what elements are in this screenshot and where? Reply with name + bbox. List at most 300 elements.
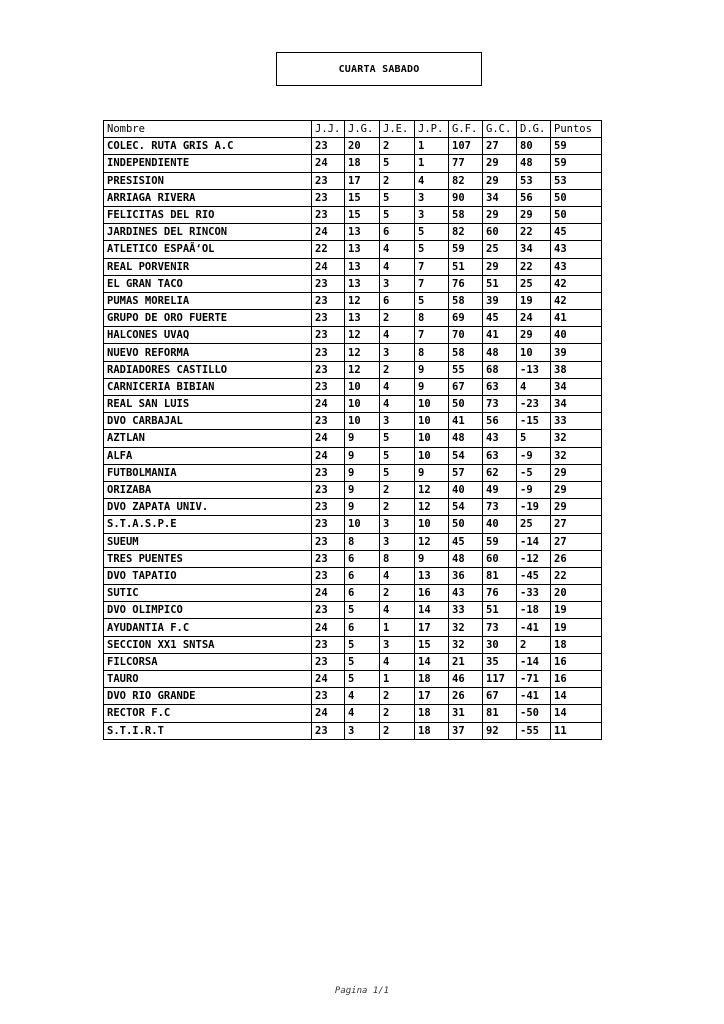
stat-cell: 107	[449, 138, 483, 155]
stat-cell: 29	[483, 155, 517, 172]
stat-cell: 34	[551, 396, 602, 413]
stat-cell: -18	[517, 602, 551, 619]
column-header: G.C.	[483, 121, 517, 138]
stat-cell: 19	[517, 292, 551, 309]
stat-cell: 48	[483, 344, 517, 361]
stat-cell: -9	[517, 481, 551, 498]
stat-cell: 49	[483, 481, 517, 498]
team-name-cell: EL GRAN TACO	[104, 275, 312, 292]
stat-cell: 8	[380, 550, 415, 567]
stat-cell: 15	[345, 206, 380, 223]
stat-cell: 5	[380, 430, 415, 447]
stat-cell: 9	[415, 550, 449, 567]
team-name-cell: NUEVO REFORMA	[104, 344, 312, 361]
stat-cell: 16	[415, 585, 449, 602]
stat-cell: 4	[380, 327, 415, 344]
stat-cell: 117	[483, 671, 517, 688]
stat-cell: 29	[483, 172, 517, 189]
stat-cell: 40	[483, 516, 517, 533]
stat-cell: 4	[380, 258, 415, 275]
team-name-cell: TAURO	[104, 671, 312, 688]
stat-cell: 39	[483, 292, 517, 309]
stat-cell: 5	[415, 292, 449, 309]
stat-cell: 9	[345, 499, 380, 516]
stat-cell: 5	[345, 602, 380, 619]
stat-cell: 24	[312, 619, 345, 636]
stat-cell: 63	[483, 378, 517, 395]
table-row	[104, 396, 602, 413]
stat-cell: -9	[517, 447, 551, 464]
stat-cell: 43	[483, 430, 517, 447]
team-name-cell: SUEUM	[104, 533, 312, 550]
stat-cell: 23	[312, 550, 345, 567]
team-name-cell: DVO OLIMPICO	[104, 602, 312, 619]
stat-cell: 23	[312, 722, 345, 739]
table-header-row	[104, 121, 602, 138]
stat-cell: 73	[483, 396, 517, 413]
stat-cell: 19	[551, 602, 602, 619]
team-name-cell: AZTLAN	[104, 430, 312, 447]
stat-cell: 24	[517, 310, 551, 327]
stat-cell: 23	[312, 481, 345, 498]
page-footer: Pagina 1/1	[334, 986, 390, 996]
stat-cell: 32	[551, 430, 602, 447]
stat-cell: 2	[380, 361, 415, 378]
stat-cell: 12	[415, 499, 449, 516]
stat-cell: 24	[312, 447, 345, 464]
stat-cell: 23	[312, 206, 345, 223]
stat-cell: 73	[483, 499, 517, 516]
stat-cell: 58	[449, 206, 483, 223]
stat-cell: 23	[312, 413, 345, 430]
stat-cell: 37	[449, 722, 483, 739]
team-name-cell: DVO CARBAJAL	[104, 413, 312, 430]
table-row	[104, 602, 602, 619]
table-row	[104, 464, 602, 481]
stat-cell: 10	[415, 516, 449, 533]
stat-cell: 23	[312, 567, 345, 584]
stat-cell: 50	[449, 396, 483, 413]
stat-cell: 23	[312, 275, 345, 292]
stat-cell: 41	[551, 310, 602, 327]
stat-cell: 18	[415, 705, 449, 722]
stat-cell: 8	[415, 344, 449, 361]
stat-cell: 10	[345, 378, 380, 395]
stat-cell: 23	[312, 653, 345, 670]
team-name-cell: SECCION XX1 SNTSA	[104, 636, 312, 653]
table-row	[104, 705, 602, 722]
stat-cell: 1	[415, 155, 449, 172]
team-name-cell: S.T.I.R.T	[104, 722, 312, 739]
team-name-cell: ORIZABA	[104, 481, 312, 498]
stat-cell: 26	[449, 688, 483, 705]
stat-cell: 40	[449, 481, 483, 498]
stat-cell: 45	[483, 310, 517, 327]
stat-cell: -14	[517, 533, 551, 550]
stat-cell: 70	[449, 327, 483, 344]
stat-cell: 24	[312, 396, 345, 413]
team-name-cell: FUTBOLMANIA	[104, 464, 312, 481]
stat-cell: 14	[415, 602, 449, 619]
stat-cell: 25	[517, 275, 551, 292]
stat-cell: 17	[345, 172, 380, 189]
stat-cell: 22	[312, 241, 345, 258]
stat-cell: -55	[517, 722, 551, 739]
table-row	[104, 413, 602, 430]
stat-cell: 67	[483, 688, 517, 705]
column-header: Puntos	[551, 121, 602, 138]
stat-cell: 5	[517, 430, 551, 447]
stat-cell: 32	[449, 636, 483, 653]
stat-cell: 50	[551, 206, 602, 223]
stat-cell: 19	[551, 619, 602, 636]
stat-cell: 32	[551, 447, 602, 464]
column-header: J.G.	[345, 121, 380, 138]
column-header: D.G.	[517, 121, 551, 138]
stat-cell: 73	[483, 619, 517, 636]
stat-cell: 12	[345, 344, 380, 361]
team-name-cell: CARNICERIA BIBIAN	[104, 378, 312, 395]
stat-cell: 5	[415, 241, 449, 258]
stat-cell: 43	[449, 585, 483, 602]
stat-cell: 50	[449, 516, 483, 533]
stat-cell: 20	[345, 138, 380, 155]
stat-cell: 82	[449, 224, 483, 241]
stat-cell: 5	[380, 189, 415, 206]
team-name-cell: FELICITAS DEL RIO	[104, 206, 312, 223]
stat-cell: 59	[551, 155, 602, 172]
stat-cell: 31	[449, 705, 483, 722]
stat-cell: 3	[415, 206, 449, 223]
stat-cell: 23	[312, 602, 345, 619]
stat-cell: 17	[415, 619, 449, 636]
stat-cell: 24	[312, 585, 345, 602]
stat-cell: 12	[345, 292, 380, 309]
stat-cell: 43	[551, 241, 602, 258]
table-row	[104, 138, 602, 155]
stat-cell: 8	[415, 310, 449, 327]
stat-cell: 24	[312, 430, 345, 447]
table-row	[104, 481, 602, 498]
stat-cell: 29	[551, 499, 602, 516]
table-row	[104, 310, 602, 327]
stat-cell: -41	[517, 619, 551, 636]
stat-cell: 23	[312, 533, 345, 550]
stat-cell: -19	[517, 499, 551, 516]
team-name-cell: ALFA	[104, 447, 312, 464]
stat-cell: 23	[312, 516, 345, 533]
table-row	[104, 447, 602, 464]
stat-cell: 56	[483, 413, 517, 430]
stat-cell: 24	[312, 705, 345, 722]
team-name-cell: REAL PORVENIR	[104, 258, 312, 275]
stat-cell: 7	[415, 275, 449, 292]
stat-cell: 23	[312, 499, 345, 516]
team-name-cell: PRESISION	[104, 172, 312, 189]
stat-cell: 4	[380, 396, 415, 413]
stat-cell: 27	[483, 138, 517, 155]
team-name-cell: GRUPO DE ORO FUERTE	[104, 310, 312, 327]
stat-cell: 5	[380, 155, 415, 172]
table-row	[104, 258, 602, 275]
stat-cell: 48	[517, 155, 551, 172]
table-row	[104, 378, 602, 395]
stat-cell: 38	[551, 361, 602, 378]
stat-cell: -5	[517, 464, 551, 481]
team-name-cell: DVO TAPATIO	[104, 567, 312, 584]
stat-cell: 46	[449, 671, 483, 688]
stat-cell: 15	[415, 636, 449, 653]
stat-cell: 42	[551, 275, 602, 292]
standings-table	[103, 120, 602, 740]
stat-cell: 40	[551, 327, 602, 344]
stat-cell: 23	[312, 636, 345, 653]
stat-cell: 59	[483, 533, 517, 550]
stat-cell: 53	[517, 172, 551, 189]
stat-cell: 9	[345, 481, 380, 498]
table-row	[104, 430, 602, 447]
table-body	[104, 138, 602, 740]
stat-cell: -41	[517, 688, 551, 705]
stat-cell: 2	[380, 722, 415, 739]
stat-cell: 29	[517, 206, 551, 223]
stat-cell: 53	[551, 172, 602, 189]
stat-cell: 23	[312, 292, 345, 309]
stat-cell: -23	[517, 396, 551, 413]
table-row	[104, 361, 602, 378]
stat-cell: 33	[449, 602, 483, 619]
stat-cell: 23	[312, 189, 345, 206]
stat-cell: 29	[483, 206, 517, 223]
column-header: Nombre	[104, 121, 312, 138]
stat-cell: -13	[517, 361, 551, 378]
stat-cell: 4	[415, 172, 449, 189]
stat-cell: 16	[551, 653, 602, 670]
stat-cell: 23	[312, 688, 345, 705]
table-row	[104, 327, 602, 344]
column-header: G.F.	[449, 121, 483, 138]
stat-cell: 43	[551, 258, 602, 275]
stat-cell: 4	[380, 378, 415, 395]
stat-cell: 2	[380, 499, 415, 516]
stat-cell: 12	[345, 327, 380, 344]
stat-cell: 10	[345, 413, 380, 430]
stat-cell: 4	[380, 241, 415, 258]
stat-cell: 12	[415, 481, 449, 498]
stat-cell: 20	[551, 585, 602, 602]
stat-cell: 26	[551, 550, 602, 567]
stat-cell: 6	[380, 292, 415, 309]
stat-cell: 23	[312, 310, 345, 327]
stat-cell: 27	[551, 533, 602, 550]
team-name-cell: HALCONES UVAQ	[104, 327, 312, 344]
stat-cell: 34	[551, 378, 602, 395]
stat-cell: 9	[415, 378, 449, 395]
stat-cell: 42	[551, 292, 602, 309]
stat-cell: 59	[449, 241, 483, 258]
stat-cell: 90	[449, 189, 483, 206]
stat-cell: 60	[483, 550, 517, 567]
stat-cell: 6	[345, 550, 380, 567]
stat-cell: 48	[449, 430, 483, 447]
stat-cell: 21	[449, 653, 483, 670]
stat-cell: 23	[312, 378, 345, 395]
stat-cell: 77	[449, 155, 483, 172]
team-name-cell: DVO ZAPATA UNIV.	[104, 499, 312, 516]
stat-cell: 13	[345, 310, 380, 327]
team-name-cell: COLEC. RUTA GRIS A.C	[104, 138, 312, 155]
stat-cell: 6	[345, 619, 380, 636]
stat-cell: 16	[551, 671, 602, 688]
table-row	[104, 722, 602, 739]
stat-cell: 25	[517, 516, 551, 533]
stat-cell: 76	[449, 275, 483, 292]
stat-cell: 9	[345, 430, 380, 447]
stat-cell: -45	[517, 567, 551, 584]
stat-cell: 23	[312, 138, 345, 155]
table-row	[104, 172, 602, 189]
stat-cell: 10	[415, 447, 449, 464]
stat-cell: 22	[517, 224, 551, 241]
stat-cell: 6	[345, 567, 380, 584]
stat-cell: 1	[380, 619, 415, 636]
stat-cell: 3	[380, 516, 415, 533]
stat-cell: 54	[449, 499, 483, 516]
stat-cell: -12	[517, 550, 551, 567]
stat-cell: 5	[345, 653, 380, 670]
stat-cell: 2	[380, 138, 415, 155]
stat-cell: 4	[345, 688, 380, 705]
team-name-cell: RADIADORES CASTILLO	[104, 361, 312, 378]
stat-cell: 7	[415, 258, 449, 275]
stat-cell: 23	[312, 344, 345, 361]
team-name-cell: INDEPENDIENTE	[104, 155, 312, 172]
stat-cell: 29	[551, 464, 602, 481]
stat-cell: 24	[312, 155, 345, 172]
stat-cell: 41	[483, 327, 517, 344]
page-title: CUARTA SABADO	[276, 52, 482, 86]
stat-cell: 5	[380, 447, 415, 464]
stat-cell: 5	[345, 636, 380, 653]
stat-cell: 6	[380, 224, 415, 241]
stat-cell: 9	[415, 361, 449, 378]
stat-cell: 3	[380, 636, 415, 653]
stat-cell: 2	[380, 172, 415, 189]
stat-cell: 4	[345, 705, 380, 722]
stat-cell: 4	[380, 653, 415, 670]
table-row	[104, 585, 602, 602]
stat-cell: 3	[380, 533, 415, 550]
stat-cell: 1	[415, 138, 449, 155]
table-row	[104, 567, 602, 584]
team-name-cell: TRES PUENTES	[104, 550, 312, 567]
stat-cell: 18	[345, 155, 380, 172]
table-row	[104, 516, 602, 533]
stat-cell: 23	[312, 172, 345, 189]
stat-cell: 30	[483, 636, 517, 653]
stat-cell: 6	[345, 585, 380, 602]
stat-cell: 2	[380, 585, 415, 602]
stat-cell: 8	[345, 533, 380, 550]
stat-cell: 9	[345, 464, 380, 481]
table-row	[104, 550, 602, 567]
table-row	[104, 533, 602, 550]
stat-cell: 2	[517, 636, 551, 653]
column-header: J.J.	[312, 121, 345, 138]
stat-cell: 22	[517, 258, 551, 275]
stat-cell: 58	[449, 344, 483, 361]
table-row	[104, 241, 602, 258]
stat-cell: 55	[449, 361, 483, 378]
stat-cell: 48	[449, 550, 483, 567]
stat-cell: 9	[415, 464, 449, 481]
stat-cell: 57	[449, 464, 483, 481]
stat-cell: 35	[483, 653, 517, 670]
stat-cell: 24	[312, 258, 345, 275]
table-row	[104, 224, 602, 241]
stat-cell: 12	[415, 533, 449, 550]
stat-cell: 11	[551, 722, 602, 739]
stat-cell: 13	[415, 567, 449, 584]
table-row	[104, 189, 602, 206]
stat-cell: 3	[380, 275, 415, 292]
stat-cell: 60	[483, 224, 517, 241]
stat-cell: 5	[345, 671, 380, 688]
stat-cell: 54	[449, 447, 483, 464]
stat-cell: 23	[312, 361, 345, 378]
stat-cell: 56	[517, 189, 551, 206]
team-name-cell: S.T.A.S.P.E	[104, 516, 312, 533]
stat-cell: 68	[483, 361, 517, 378]
stat-cell: -33	[517, 585, 551, 602]
stat-cell: 14	[551, 705, 602, 722]
stat-cell: 10	[345, 516, 380, 533]
stat-cell: 80	[517, 138, 551, 155]
stat-cell: 76	[483, 585, 517, 602]
stat-cell: 2	[380, 688, 415, 705]
stat-cell: 23	[312, 464, 345, 481]
stat-cell: 33	[551, 413, 602, 430]
stat-cell: 10	[415, 413, 449, 430]
stat-cell: 15	[345, 189, 380, 206]
stat-cell: 39	[551, 344, 602, 361]
table-row	[104, 344, 602, 361]
stat-cell: 22	[551, 567, 602, 584]
stat-cell: 41	[449, 413, 483, 430]
stat-cell: 14	[415, 653, 449, 670]
stat-cell: 51	[449, 258, 483, 275]
stat-cell: 13	[345, 275, 380, 292]
stat-cell: -14	[517, 653, 551, 670]
stat-cell: 29	[517, 327, 551, 344]
team-name-cell: REAL SAN LUIS	[104, 396, 312, 413]
stat-cell: 45	[449, 533, 483, 550]
team-name-cell: ATLETICO ESPAÃ‘OL	[104, 241, 312, 258]
stat-cell: 2	[380, 310, 415, 327]
table-row	[104, 636, 602, 653]
stat-cell: 67	[449, 378, 483, 395]
team-name-cell: JARDINES DEL RINCON	[104, 224, 312, 241]
stat-cell: 51	[483, 275, 517, 292]
stat-cell: 13	[345, 241, 380, 258]
team-name-cell: SUTIC	[104, 585, 312, 602]
stat-cell: 45	[551, 224, 602, 241]
stat-cell: 29	[483, 258, 517, 275]
stat-cell: 13	[345, 258, 380, 275]
stat-cell: -71	[517, 671, 551, 688]
table-row	[104, 275, 602, 292]
stat-cell: 3	[380, 413, 415, 430]
